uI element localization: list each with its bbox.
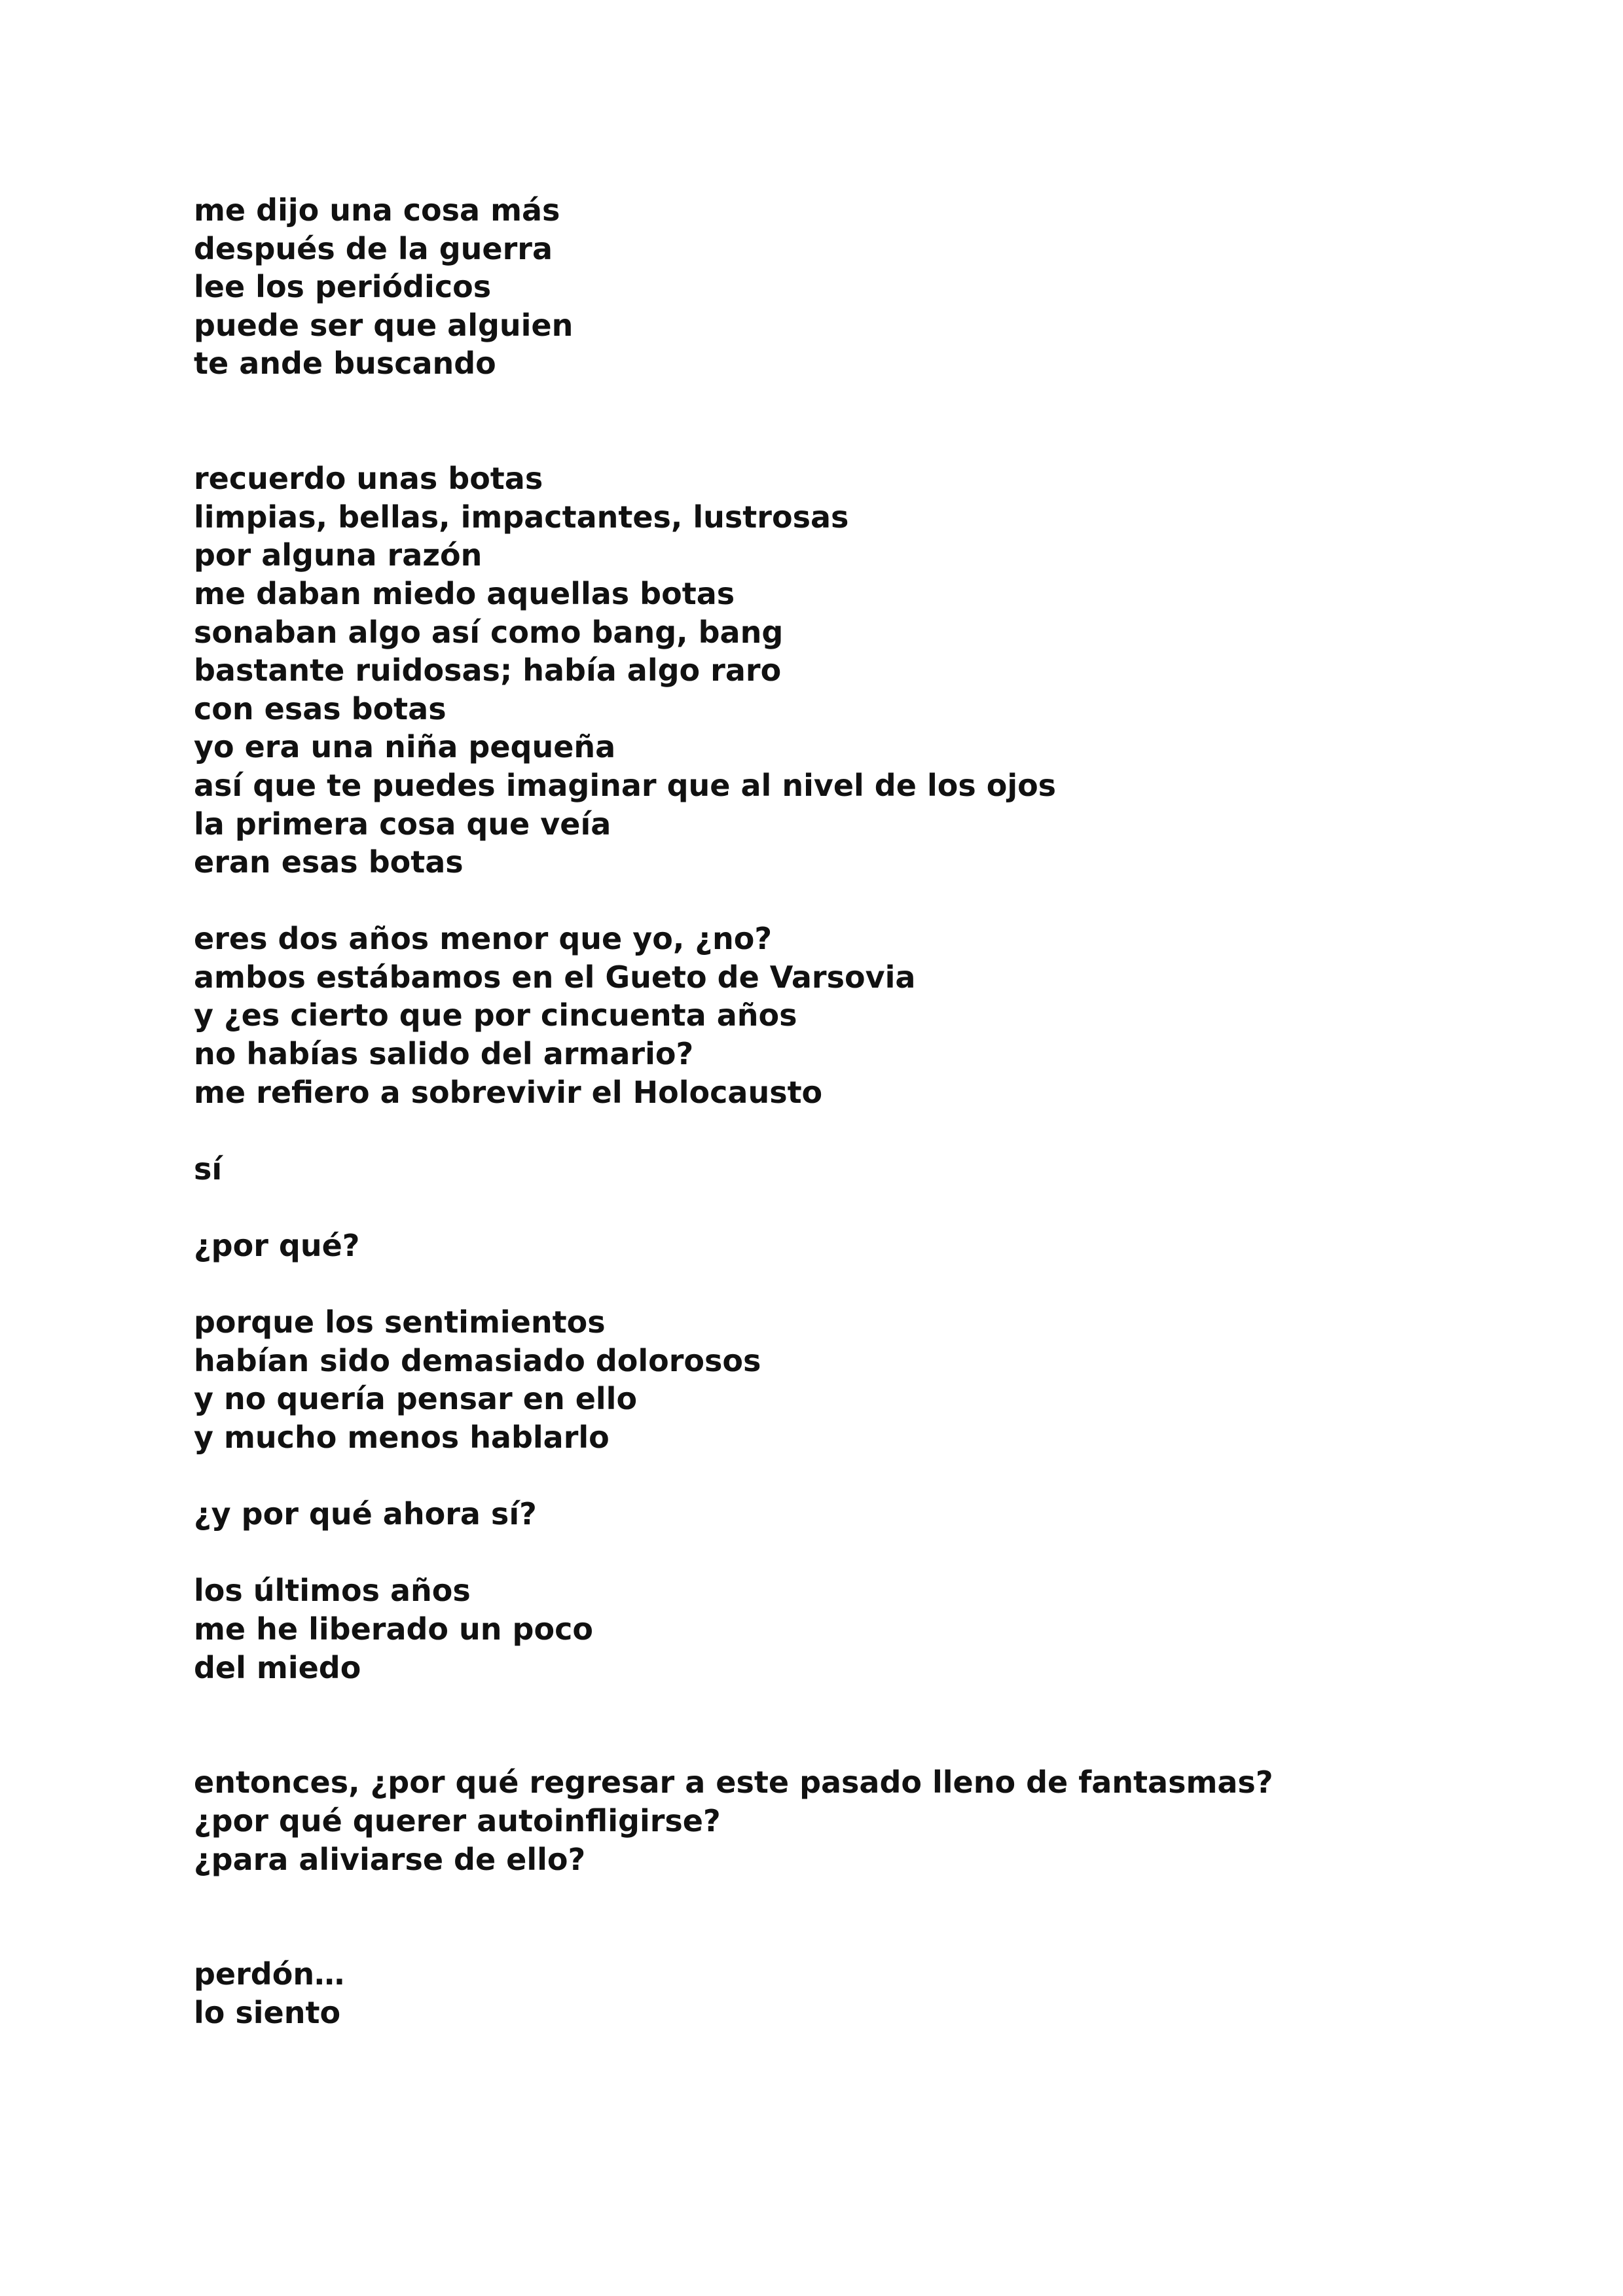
poem-line: bastante ruidosas; había algo raro (194, 653, 782, 689)
poem-line: habían sido demasiado dolorosos (194, 1342, 761, 1378)
stanza-8 (194, 1571, 1503, 1687)
poem-line: me daban miedo aquellas botas (194, 575, 735, 611)
stanza-1 (194, 191, 1503, 383)
stanza-6 (194, 1303, 1503, 1456)
stanza-4 (194, 1150, 1503, 1189)
poem-line: por alguna razón (194, 537, 483, 573)
poem-line: no habías salido del armario? (194, 1036, 694, 1072)
stanza-3 (194, 920, 1503, 1111)
poem-line: ¿por qué querer autoinfligirse? (194, 1803, 721, 1839)
stanza-gap (194, 383, 1503, 459)
poem-line: perdón… (194, 1956, 345, 1992)
poem-line: eres dos años menor que yo, ¿no? (194, 921, 773, 957)
poem-line: los últimos años (194, 1573, 471, 1609)
poem-line: ambos estábamos en el Gueto de Varsovia (194, 959, 916, 995)
poem-line: después de la guerra (194, 230, 553, 266)
poem-line: ¿y por qué ahora sí? (194, 1496, 537, 1532)
poem-line: recuerdo unas botas (194, 461, 543, 497)
poem-line: porque los sentimientos (194, 1304, 606, 1340)
poem-text (194, 191, 1503, 2032)
stanza-5 (194, 1227, 1503, 1265)
poem-line: así que te puedes imaginar que al nivel de los ojos (194, 767, 1057, 803)
poem-line: me he liberado un poco (194, 1611, 593, 1647)
poem-line: ¿para aliviarse de ello? (194, 1841, 586, 1877)
poem-line: entonces, ¿por qué regresar a este pasado lleno de fantasmas? (194, 1765, 1273, 1801)
poem-line: limpias, bellas, impactantes, lustrosas (194, 499, 849, 535)
poem-line: lo siento (194, 1994, 341, 2030)
poem-line: y no quería pensar en ello (194, 1381, 638, 1417)
poem-line: me refiero a sobrevivir el Holocausto (194, 1074, 823, 1110)
stanza-gap (194, 1687, 1503, 1763)
poem-line: yo era una niña pequeña (194, 729, 616, 765)
stanza-gap (194, 1457, 1503, 1496)
stanza-gap (194, 882, 1503, 920)
poem-line: ¿por qué? (194, 1228, 360, 1264)
stanza-gap (194, 1111, 1503, 1150)
poem-line: y ¿es cierto que por cincuenta años (194, 997, 797, 1033)
stanza-gap (194, 1878, 1503, 1955)
poem-line: del miedo (194, 1649, 361, 1685)
poem-line: te ande buscando (194, 346, 496, 382)
poem-line: sonaban algo así como bang, bang (194, 614, 784, 650)
poem-line: y mucho menos hablarlo (194, 1420, 610, 1455)
stanza-7 (194, 1495, 1503, 1534)
poem-line: eran esas botas (194, 844, 464, 880)
stanza-gap (194, 1534, 1503, 1572)
poem-line: lee los periódicos (194, 269, 492, 305)
stanza-9 (194, 1763, 1503, 1878)
poem-line: puede ser que alguien (194, 307, 574, 343)
stanza-10 (194, 1955, 1503, 2032)
stanza-gap (194, 1188, 1503, 1227)
poem-line: la primera cosa que veía (194, 806, 611, 842)
poem-line: sí (194, 1151, 223, 1187)
poem-line: me dijo una cosa más (194, 192, 560, 228)
stanza-gap (194, 1265, 1503, 1304)
poem-line: con esas botas (194, 691, 447, 726)
stanza-2 (194, 459, 1503, 882)
